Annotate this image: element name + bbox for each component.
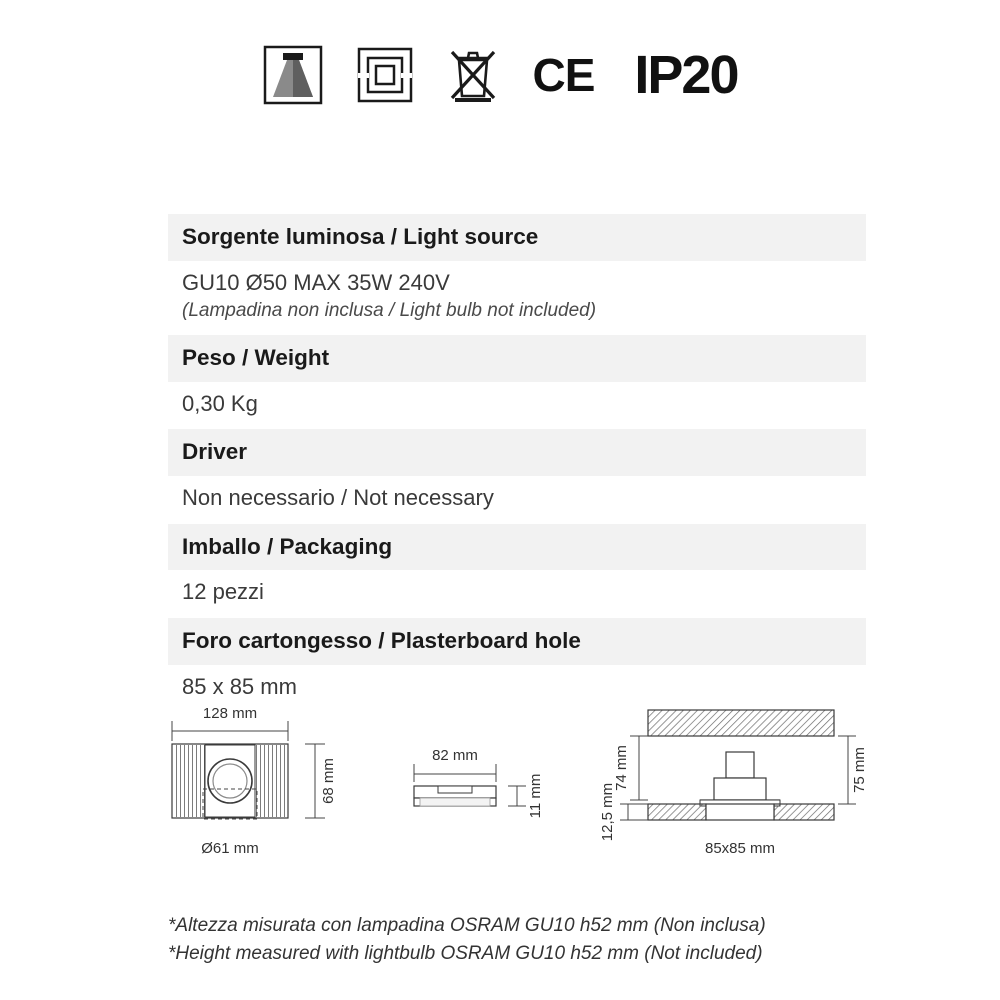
section-depth-label: 12,5 mm: [599, 782, 616, 842]
spec-note: (Lampadina non inclusa / Light bulb not included): [182, 300, 597, 322]
spec-value: 0,30 Kg: [182, 390, 258, 416]
section-total-label: 75 mm: [851, 747, 868, 793]
side-width-label: 82 mm: [432, 747, 478, 764]
technical-drawings: [0, 686, 1000, 876]
spec-row-light-source: [168, 214, 866, 335]
drawing-front-view: [172, 705, 337, 857]
spec-row-driver: [168, 429, 866, 523]
spec-heading: Foro cartongesso / Plasterboard hole: [168, 618, 866, 665]
ip-rating-mark: IP20: [634, 45, 738, 105]
spec-row-packaging: [168, 524, 866, 618]
spec-heading: Driver: [168, 429, 866, 476]
spec-row-weight: [168, 335, 866, 429]
section-height-label: 74 mm: [613, 745, 630, 791]
side-height-label: 11 mm: [527, 773, 544, 819]
footnotes: [168, 912, 928, 967]
spec-value: Non necessario / Not necessary: [182, 485, 494, 511]
specification-table: [168, 214, 866, 712]
spec-value: 85 x 85 mm: [182, 673, 297, 699]
certification-icon-strip: [0, 40, 1000, 110]
ce-mark: CE: [532, 49, 595, 101]
beam-angle-icon: [263, 45, 323, 105]
spec-value: GU10 Ø50 MAX 35W 240V: [182, 269, 450, 295]
spec-value: 12 pezzi: [182, 579, 264, 605]
spec-heading: Imballo / Packaging: [168, 524, 866, 571]
front-hole-label: Ø61 mm: [201, 840, 259, 857]
section-hole-label: 85x85 mm: [704, 840, 776, 857]
drawing-side-view: [414, 747, 544, 818]
spec-heading: Sorgente luminosa / Light source: [168, 214, 866, 261]
front-height-label: 68 mm: [320, 758, 337, 804]
drawing-section-view: [599, 710, 868, 857]
recessed-square-icon: [357, 47, 413, 103]
spec-heading: Peso / Weight: [168, 335, 866, 382]
front-width-label: 128 mm: [202, 705, 258, 722]
weee-crossed-bin-icon: [447, 46, 499, 104]
footnote-it: *Altezza misurata con lampadina OSRAM GU10 h52 mm (Non inclusa): [168, 915, 766, 936]
footnote-en: *Height measured with lightbulb OSRAM GU10 h52 mm (Not included): [168, 942, 763, 964]
